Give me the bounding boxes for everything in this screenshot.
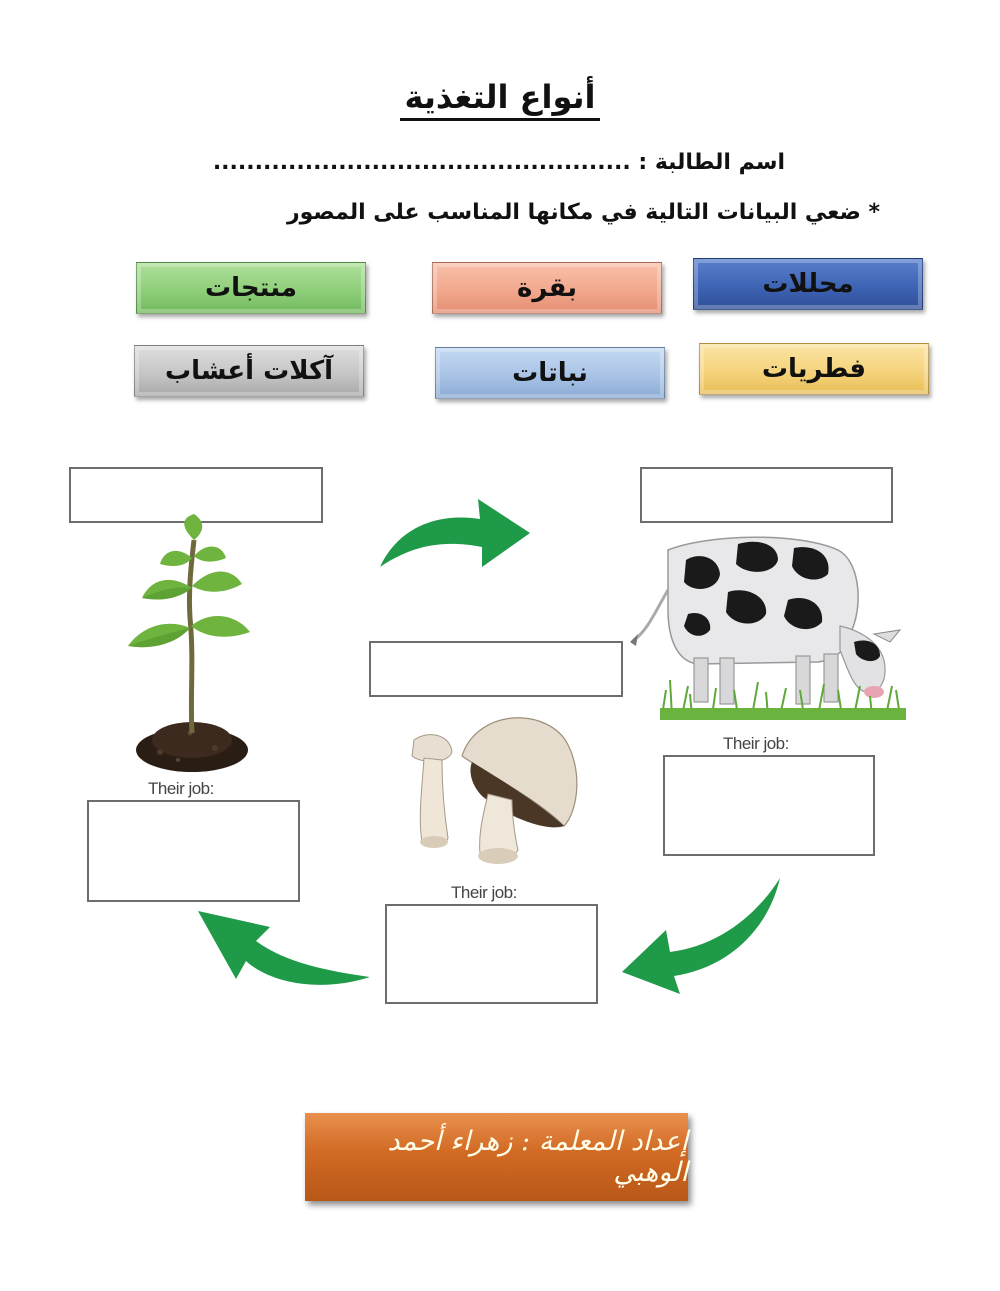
- cow-image: [628, 530, 912, 722]
- plant-name-blank[interactable]: [69, 467, 323, 523]
- student-name-row: [213, 150, 785, 175]
- word-producers[interactable]: [136, 262, 366, 314]
- word-herbivores[interactable]: [134, 345, 364, 397]
- teacher-credit: [305, 1113, 688, 1201]
- mushroom-large: [462, 718, 577, 864]
- title-text: أنواع التغذية: [400, 78, 599, 121]
- word-decomposers[interactable]: [693, 258, 923, 310]
- cow-tail: [634, 590, 668, 640]
- mushroom-name-blank[interactable]: [369, 641, 623, 697]
- word-label: محللات: [762, 269, 854, 299]
- cow-job-blank[interactable]: [663, 755, 875, 856]
- word-label: فطريات: [761, 354, 867, 384]
- word-plants[interactable]: [435, 347, 665, 399]
- plant-job-blank[interactable]: [87, 800, 300, 902]
- arrow-bottom-left-icon: [190, 905, 375, 995]
- mushroom-job-label: Their job:: [451, 883, 517, 902]
- cow-nose: [864, 686, 884, 698]
- cow-job-label: Their job:: [723, 734, 789, 753]
- word-cow[interactable]: [432, 262, 662, 314]
- mushroom-small: [412, 735, 452, 848]
- arrow-bottom-right-icon: [618, 872, 788, 997]
- student-name-label: اسم الطالبة :: [638, 150, 785, 175]
- plant-stem: [189, 540, 194, 733]
- cow-name-blank[interactable]: [640, 467, 893, 523]
- grass-ground: [660, 708, 906, 720]
- instruction-text: * ضعي البيانات التالية في مكانها المناسب على المصور: [286, 200, 880, 225]
- credit-text: إعداد المعلمة : زهراء أحمد الوهبي: [387, 1126, 688, 1188]
- word-label: منتجات: [205, 273, 297, 303]
- plant-seedling-image: [120, 528, 260, 773]
- word-label: بقرة: [517, 273, 577, 303]
- plant-job-label: Their job:: [148, 779, 214, 798]
- word-label: نباتات: [512, 358, 588, 388]
- worksheet-title: [0, 78, 1000, 116]
- word-label: آكلات أعشاب: [165, 356, 333, 386]
- cow-ear: [874, 630, 900, 642]
- student-name-dots[interactable]: ..................................................: [212, 150, 631, 175]
- arrow-top-right-icon: [370, 495, 540, 575]
- word-fungi[interactable]: [699, 343, 929, 395]
- mushrooms-image: [388, 708, 584, 876]
- mushroom-job-blank[interactable]: [385, 904, 598, 1004]
